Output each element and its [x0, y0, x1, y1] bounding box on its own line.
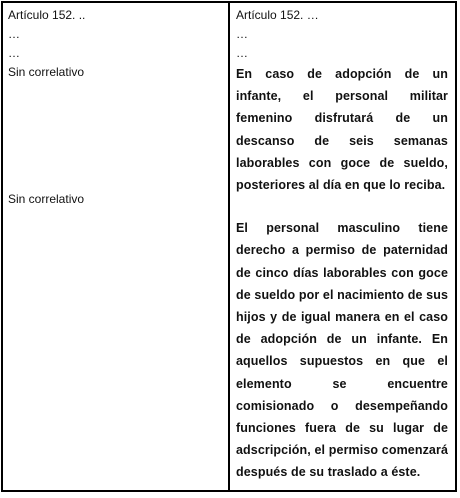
ellipsis-line: … — [8, 27, 20, 41]
proposed-paragraph-paternity: El personal masculino tiene derecho a permiso de paternidad de cinco días laborables con goce de sueldo por el nacimiento de sus hijos y de igual manera en el caso de adopción de un infante. En aquellos supuestos en que el elemento se encuentre comisionado o desempeñando funciones fuera de su lugar de adscripción, el permiso comenzará después de su traslado a éste. — [236, 221, 448, 480]
proposed-paragraph-adoption: En caso de adopción de un infante, el personal militar femenino disfrutará de un descanso de seis semanas laborables con goce de sueldo, posteriores al día en que lo reciba. — [236, 67, 448, 193]
article-heading-proposed: Artículo 152. … — [236, 8, 319, 22]
no-correlative-label: Sin correlativo — [8, 65, 85, 79]
comparison-table — [1, 1, 457, 492]
article-heading-current: Artículo 152. .. — [8, 8, 86, 22]
ellipsis-line: … — [236, 27, 248, 41]
no-correlative-label: Sin correlativo — [8, 192, 85, 206]
ellipsis-line: … — [236, 46, 248, 60]
ellipsis-line: … — [8, 46, 20, 60]
current-text-column — [3, 3, 230, 490]
proposed-text-column — [230, 3, 455, 490]
